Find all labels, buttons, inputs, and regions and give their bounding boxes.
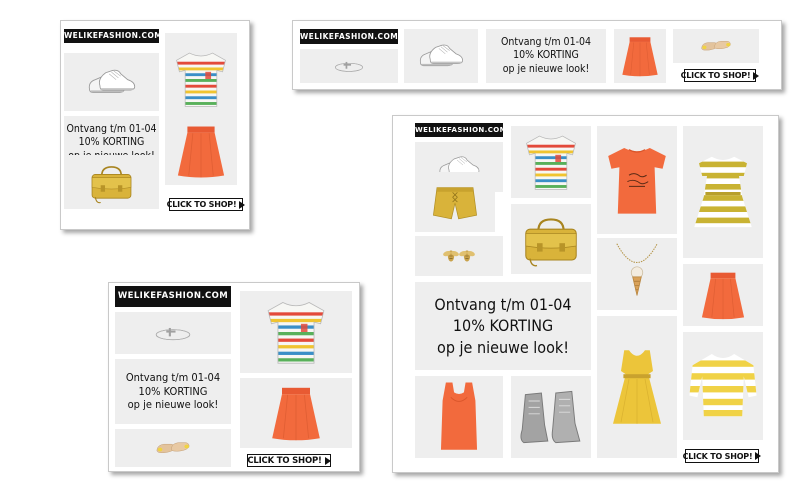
promo-line-2: 10% KORTING xyxy=(138,384,208,398)
product-striped-tshirt[interactable] xyxy=(240,291,352,373)
product-striped-tshirt[interactable] xyxy=(511,126,591,198)
promo-text-block xyxy=(415,282,591,370)
drape-dress-image xyxy=(597,316,677,458)
sneakers-image xyxy=(64,53,159,111)
sneakers-image xyxy=(404,29,478,83)
coral-skirt-image xyxy=(614,29,666,83)
play-arrow-icon xyxy=(325,457,331,465)
promo-line-2: 10% KORTING xyxy=(513,49,579,62)
brand-logo: WELIKEFASHION.COM xyxy=(64,29,159,43)
coral-top-image xyxy=(415,376,503,458)
striped-sweater-image xyxy=(683,332,763,440)
striped-tshirt-image xyxy=(165,33,237,125)
promo-line-1: Ontvang t/m 01-04 xyxy=(125,370,221,384)
coral-skirt-image xyxy=(240,378,352,448)
promo-line-1: Ontvang t/m 01-04 xyxy=(500,36,592,49)
play-arrow-icon xyxy=(239,201,245,209)
product-striped-tshirt[interactable] xyxy=(165,33,237,125)
product-grey-wedge-sneakers[interactable] xyxy=(511,376,591,458)
satchel-image xyxy=(64,155,159,209)
product-coral-skirt[interactable] xyxy=(614,29,666,83)
click-to-shop-button[interactable] xyxy=(247,454,331,467)
coral-graphic-tee-image xyxy=(597,126,677,234)
striped-tshirt-image xyxy=(240,291,352,373)
product-coral-graphic-tee[interactable] xyxy=(597,126,677,234)
coral-skirt-image xyxy=(165,117,237,185)
banner-leaderboard[interactable] xyxy=(292,20,782,90)
product-mustard-satchel[interactable] xyxy=(64,155,159,209)
promo-text-block xyxy=(486,29,606,83)
click-to-shop-button[interactable] xyxy=(166,198,243,211)
product-yellow-striped-dress[interactable] xyxy=(683,126,763,258)
product-ice-cream-necklace[interactable] xyxy=(597,238,677,310)
striped-dress-image xyxy=(683,126,763,258)
play-arrow-icon xyxy=(755,452,761,460)
shorts-image xyxy=(415,172,495,232)
product-cross-bracelet[interactable] xyxy=(300,49,398,83)
necklace-image xyxy=(597,238,677,310)
promo-line-3: op je nieuwe look! xyxy=(127,398,219,412)
product-mustard-shorts[interactable] xyxy=(415,172,495,232)
cta-label: CLICK TO SHOP! xyxy=(166,200,237,209)
product-peep-toe-flats[interactable] xyxy=(673,29,759,63)
coral-skirt-image xyxy=(683,264,763,326)
product-white-sneakers[interactable] xyxy=(64,53,159,111)
bracelet-image xyxy=(115,312,231,354)
promo-line-1: Ontvang t/m 01-04 xyxy=(434,294,572,314)
brand-logo: WELIKEFASHION.COM xyxy=(300,29,398,44)
cta-label: CLICK TO SHOP! xyxy=(680,71,751,80)
product-bee-earrings[interactable] xyxy=(415,236,503,276)
brand-logo: WELIKEFASHION.COM xyxy=(415,123,503,137)
wedge-sneakers-image xyxy=(511,376,591,458)
product-coral-skirt[interactable] xyxy=(240,378,352,448)
banner-medium-rectangle[interactable] xyxy=(108,282,360,472)
earrings-image xyxy=(415,236,503,276)
flats-image xyxy=(115,429,231,467)
product-coral-top[interactable] xyxy=(415,376,503,458)
product-peep-toe-flats[interactable] xyxy=(115,429,231,467)
promo-text-block xyxy=(115,359,231,424)
product-cross-bracelet[interactable] xyxy=(115,312,231,354)
product-yellow-striped-sweater[interactable] xyxy=(683,332,763,440)
product-mustard-satchel[interactable] xyxy=(511,204,591,274)
promo-line-2: 10% KORTING xyxy=(452,316,554,336)
product-white-sneakers[interactable] xyxy=(404,29,478,83)
cta-label: CLICK TO SHOP! xyxy=(682,451,753,461)
promo-line-3: op je nieuwe look! xyxy=(502,62,590,75)
bracelet-image xyxy=(300,49,398,83)
banner-large-rectangle[interactable] xyxy=(392,115,779,473)
flats-image xyxy=(673,29,759,63)
promo-line-2: 10% KORTING xyxy=(78,136,145,149)
promo-line-1: Ontvang t/m 01-04 xyxy=(66,123,157,136)
banner-square[interactable] xyxy=(60,20,250,230)
click-to-shop-button[interactable] xyxy=(682,449,759,463)
product-coral-skirt[interactable] xyxy=(683,264,763,326)
play-arrow-icon xyxy=(753,72,759,80)
product-yellow-drape-dress[interactable] xyxy=(597,316,677,458)
brand-logo: WELIKEFASHION.COM xyxy=(115,286,231,307)
product-coral-skirt[interactable] xyxy=(165,117,237,185)
promo-line-3: op je nieuwe look! xyxy=(437,337,569,357)
satchel-image xyxy=(511,204,591,274)
cta-label: CLICK TO SHOP! xyxy=(247,455,322,466)
striped-tshirt-image xyxy=(511,126,591,198)
click-to-shop-button[interactable] xyxy=(680,69,756,82)
